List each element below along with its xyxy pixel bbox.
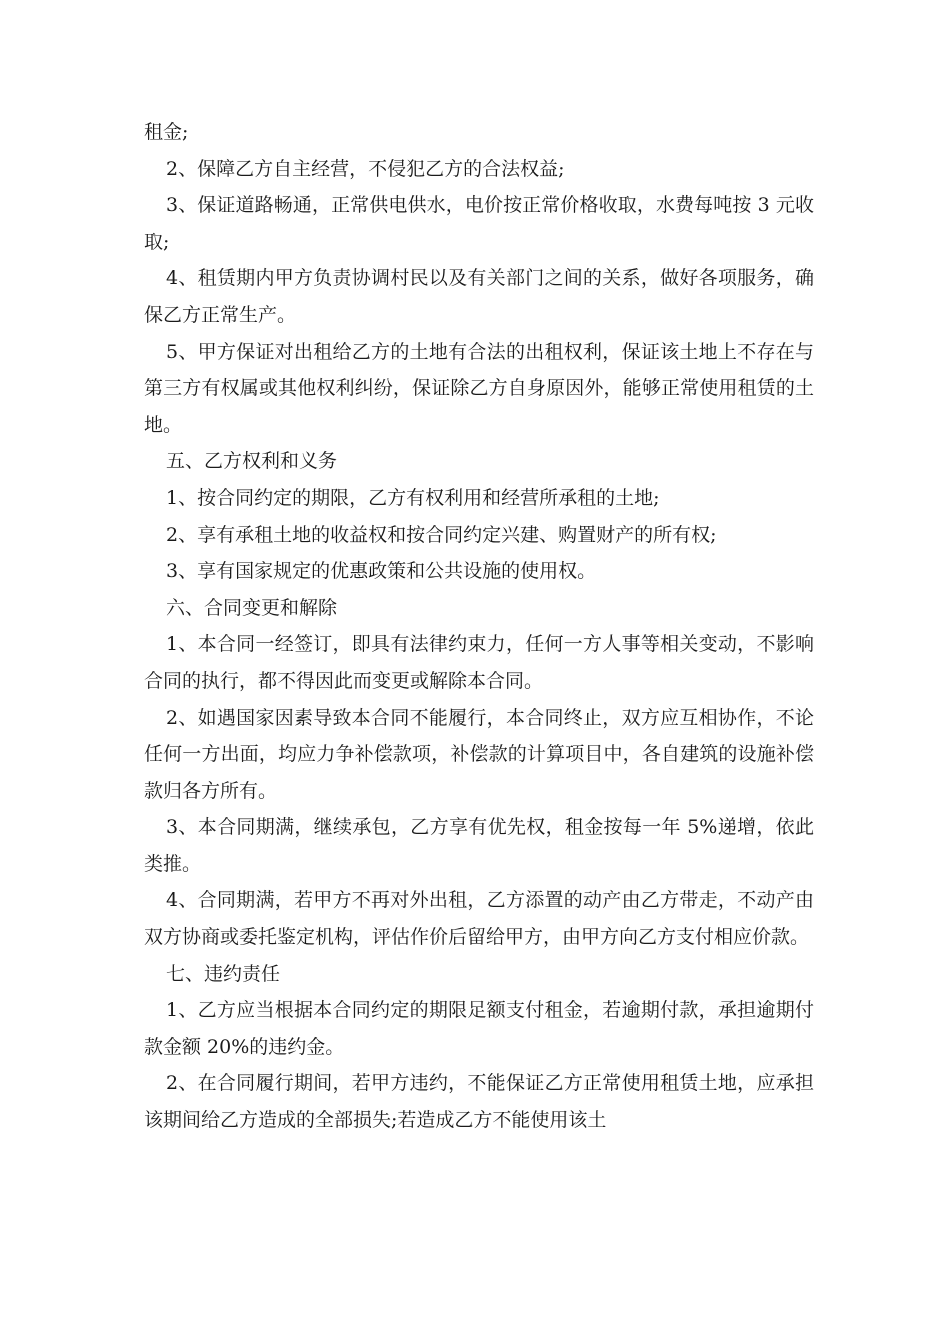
clause-paragraph: 3、享有国家规定的优惠政策和公共设施的使用权。 [166,560,597,583]
clause-paragraph: 1、按合同约定的期限，乙方有权利用和经营所承租的土地; [166,486,660,509]
clause-paragraph: 2、如遇国家因素导致本合同不能履行，本合同终止，双方应互相协作，不论任何一方出面，均应力争补偿款项，补偿款的计算项目中，各自建筑的设施补偿款归各方所有。 [144,706,814,802]
clause-paragraph: 2、保障乙方自主经营，不侵犯乙方的合法权益; [166,157,565,180]
document-body [144,114,814,1139]
clause-paragraph: 1、乙方应当根据本合同约定的期限足额支付租金，若逾期付款，承担逾期付款金额 20%的违约金。 [144,999,814,1058]
clause-paragraph: 1、本合同一经签订，即具有法律约束力，任何一方人事等相关变动，不影响合同的执行，都不得因此而变更或解除本合同。 [144,633,814,692]
clause-paragraph: 2、在合同履行期间，若甲方违约，不能保证乙方正常使用租赁土地，应承担该期间给乙方造成的全部损失;若造成乙方不能使用该土 [144,1072,814,1132]
section-heading: 七、违约责任 [166,962,281,985]
clause-paragraph: 4、租赁期内甲方负责协调村民以及有关部门之间的关系，做好各项服务，确保乙方正常生产。 [144,267,814,326]
clause-paragraph: 3、保证道路畅通，正常供电供水，电价按正常价格收取，水费每吨按 3 元收取; [144,194,814,253]
section-heading: 六、合同变更和解除 [166,596,338,619]
clause-paragraph: 3、本合同期满，继续承包，乙方享有优先权，租金按每一年 5%递增，依此类推。 [144,816,814,875]
paragraph: 租金; [144,121,189,143]
clause-paragraph: 5、甲方保证对出租给乙方的土地有合法的出租权利，保证该土地上不存在与第三方有权属或其他权利纠纷，保证除乙方自身原因外，能够正常使用租赁的土地。 [144,340,814,436]
clause-paragraph: 4、合同期满，若甲方不再对外出租，乙方添置的动产由乙方带走，不动产由双方协商或委托鉴定机构，评估作价后留给甲方，由甲方向乙方支付相应价款。 [144,889,814,949]
section-heading: 五、乙方权利和义务 [166,450,338,473]
clause-paragraph: 2、享有承租土地的收益权和按合同约定兴建、购置财产的所有权; [166,523,717,546]
